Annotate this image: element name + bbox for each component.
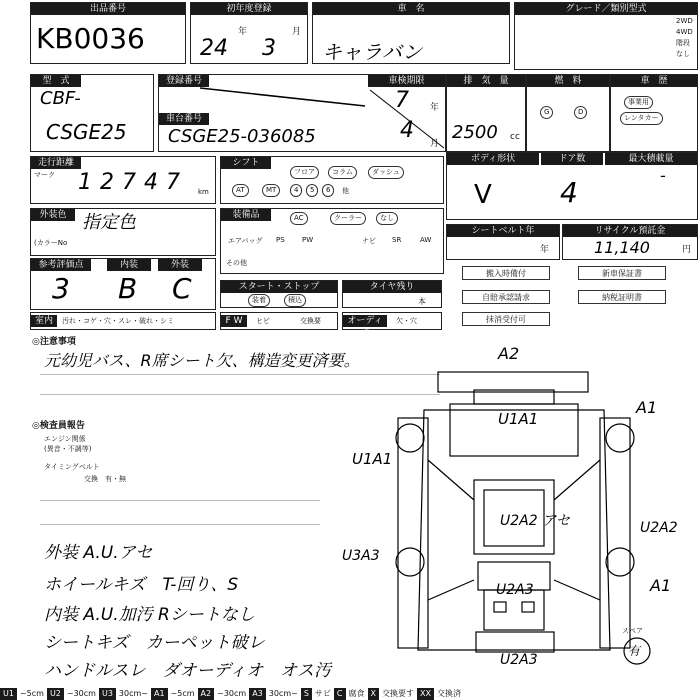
shift-mt: MT [262, 184, 280, 197]
fuel-g: G [540, 106, 553, 119]
history-header: 車 歴 [611, 75, 697, 87]
body-header: ボディ形状 [447, 153, 539, 165]
color-value: 指定色 [82, 212, 136, 233]
insp-line-1 [40, 500, 320, 501]
legend-key: A2 [198, 688, 215, 700]
inspection-tsuki: 月 [430, 139, 440, 149]
mark-u2a3-rear: U2A3 [496, 582, 534, 598]
grade-header: グレード／類別型式 [515, 3, 697, 15]
equip-ps: PS [276, 236, 285, 244]
first-reg-tsuki: 月 [292, 27, 302, 37]
legend-key: U3 [99, 688, 116, 700]
first-reg-month: 3 [262, 36, 276, 61]
doc-warranty: 新車保証書 [578, 266, 666, 280]
legend-value: 30cm~ [118, 689, 148, 698]
fuel-header: 燃 料 [527, 75, 609, 87]
mark-a1-right: A1 [636, 398, 658, 417]
name-header: 車 名 [313, 3, 509, 15]
mark-u3a3-left: U3A3 [342, 548, 380, 564]
start-load: 積込 [284, 294, 306, 307]
score-header: 参考評価点 [31, 259, 91, 271]
mark-a1-rear-right: A1 [650, 576, 672, 595]
legend-key: A3 [249, 688, 266, 700]
color-header: 外装色 [31, 209, 75, 221]
interior-grade: B [118, 272, 138, 305]
shift-dash: ダッシュ [368, 166, 404, 179]
equip-pw: PW [302, 236, 314, 244]
timing-label: タイミングベルト [44, 463, 100, 471]
body-type: V [474, 180, 492, 210]
engine-label: エンジン関係 [44, 435, 86, 443]
tire-unit: 本 [418, 297, 426, 306]
legend-key: X [368, 688, 379, 700]
mileage-unit: km [198, 188, 209, 196]
legend-key: C [334, 688, 346, 700]
inspection-year: 7 [395, 88, 409, 113]
shift-5: 5 [306, 184, 318, 197]
recycle-amount: 11,140 [594, 238, 650, 257]
lot-header: 出品番号 [31, 3, 185, 15]
legend-key: A1 [151, 688, 168, 700]
grade-options [676, 16, 698, 60]
recycle-unit: 円 [682, 245, 692, 255]
legend-key: S [301, 688, 312, 700]
equipment-header: 装備品 [221, 209, 271, 221]
legend-value: 交換済 [436, 689, 461, 698]
legend-value: 交換要す [381, 689, 414, 698]
legend-key: U1 [0, 688, 17, 700]
legend-key: U2 [47, 688, 64, 700]
start-header: スタート・ストップ [221, 281, 337, 293]
exterior-grade: C [172, 272, 192, 305]
interior-cond-label: 室内 [31, 315, 57, 327]
chassis-number: CSGE25-036085 [168, 126, 316, 147]
legend-value: ~5cm [19, 689, 44, 698]
inspector-title: ◎検査員報告 [32, 421, 85, 431]
legend-value: ~30cm [217, 689, 247, 698]
interior-header: 内装 [107, 259, 151, 271]
inspection-header: 車検期限 [368, 75, 445, 87]
model-code: CSGE25 [46, 120, 127, 144]
recycle-header: リサイクル預託金 [563, 225, 697, 237]
shift-column: コラム [328, 166, 357, 179]
mark-a2-front: A2 [498, 344, 520, 363]
model-header: 型 式 [31, 75, 81, 87]
grade-kaidan: 階段 [676, 39, 690, 47]
doors-header: ドア数 [541, 153, 603, 165]
mileage-header: 走行距離 [31, 157, 81, 169]
doc-tax: 納税証明書 [578, 290, 666, 304]
equip-sr: SR [392, 236, 402, 244]
doc-jibai: 自賠承認請求 [462, 290, 550, 304]
legend-value: 腐食 [348, 689, 365, 698]
insp-hw-line-5: ハンドルスレ ダオーディオ オス汚 [44, 661, 331, 681]
insp-hw-line-4: シートキズ カーペット破レ [44, 633, 265, 653]
seatbelt-unit: 年 [540, 245, 550, 255]
fw-replace: 交換要 [300, 317, 321, 325]
model-prefix: CBF- [40, 88, 81, 109]
spare-value: 有 [628, 644, 641, 658]
audio-value: 欠・穴 [396, 317, 417, 325]
legend-value: サビ [314, 689, 331, 698]
equip-ac: AC [290, 212, 308, 225]
displacement-unit: cc [510, 132, 520, 142]
audio-label: オーディオ [343, 315, 387, 327]
shift-4: 4 [290, 184, 302, 197]
grade-2wd: 2WD [676, 17, 693, 25]
capacity-header: 最大積載量 [605, 153, 697, 165]
score-value: 3 [52, 272, 70, 305]
equip-cooler: クーラー [330, 212, 366, 225]
exterior-header: 外装 [158, 259, 202, 271]
doc-massho: 抹消受付可 [462, 312, 550, 326]
fuel-d: D [574, 106, 587, 119]
mileage-value: 12747 [78, 170, 188, 195]
inspection-nen: 年 [430, 103, 440, 113]
first-reg-header: 初年度登録 [191, 3, 307, 15]
regno-header: 登録番号 [159, 75, 209, 87]
legend-value: 30cm~ [268, 689, 298, 698]
fw-crack: ヒビ [256, 317, 270, 325]
legend-key: XX [417, 688, 434, 700]
seatbelt-header: シートベルト年 [447, 225, 559, 237]
color-number: (カラーNo [34, 239, 68, 247]
mark-u2a3-bumper: U2A3 [500, 652, 538, 668]
first-reg-nen: 年 [238, 27, 248, 37]
strike-line [200, 84, 370, 114]
tire-header: タイヤ残り [343, 281, 441, 293]
notes-handwriting: 元幼児バス、R席シート欠、構造変更済要。 [44, 351, 360, 370]
fw-label: F W [221, 315, 247, 327]
shift-header: シフト [221, 157, 271, 169]
timing-sub: 交換 有・無 [84, 475, 126, 483]
displacement-header: 排 気 量 [447, 75, 525, 87]
insp-hw-line-2: ホイールキズ T-回り、S [44, 575, 239, 595]
insp-hw-line-1: 外装 A.U.アセ [44, 543, 153, 563]
interior-cond-list: 汚れ・コゲ・穴・スレ・破れ・シミ [62, 317, 174, 325]
shift-other: 他 [342, 187, 349, 195]
equip-none: なし [376, 212, 398, 225]
legend-value: ~30cm [66, 689, 96, 698]
equip-aw: AW [420, 236, 432, 244]
engine-sub: (異音・不調等) [44, 445, 92, 453]
capacity-value: - [660, 166, 666, 185]
mileage-mark: マーク [34, 171, 55, 179]
mark-u2a2-right: U2A2 [640, 520, 678, 536]
first-reg-year: 24 [200, 36, 228, 61]
inspection-month: 4 [400, 118, 414, 143]
grade-nashi: なし [676, 50, 690, 58]
displacement-value: 2500 [452, 122, 498, 143]
insp-line-2 [40, 524, 320, 525]
equip-navi: ナビ [362, 237, 376, 245]
shift-floor: フロア [290, 166, 319, 179]
history-rental: レンタカー [620, 112, 663, 125]
car-name: キャラバン [322, 40, 422, 64]
mark-u2a2-roof: U2A2 アセ [500, 513, 570, 529]
mark-u1a1-hood: U1A1 [498, 410, 539, 428]
shift-at: AT [232, 184, 249, 197]
start-install: 装着 [248, 294, 270, 307]
door-count: 4 [560, 176, 578, 209]
doc-hannyu: 搬入時備付 [462, 266, 550, 280]
legend-value: ~5cm [170, 689, 195, 698]
equip-other: その他 [226, 259, 247, 267]
notes-title: ◎注意事項 [32, 337, 76, 347]
lot-number: KB0036 [36, 22, 145, 55]
grade-4wd: 4WD [676, 28, 693, 36]
spare-label: スペア [622, 627, 643, 635]
equip-airbag: エアバッグ [228, 237, 263, 245]
damage-legend [0, 688, 700, 700]
shift-6: 6 [322, 184, 334, 197]
mark-u1a1-left: U1A1 [352, 450, 393, 468]
chassis-header: 車台番号 [159, 113, 209, 125]
history-business: 事業用 [624, 96, 653, 109]
insp-hw-line-3: 内装 A.U.加汚 Rシートなし [44, 605, 255, 625]
